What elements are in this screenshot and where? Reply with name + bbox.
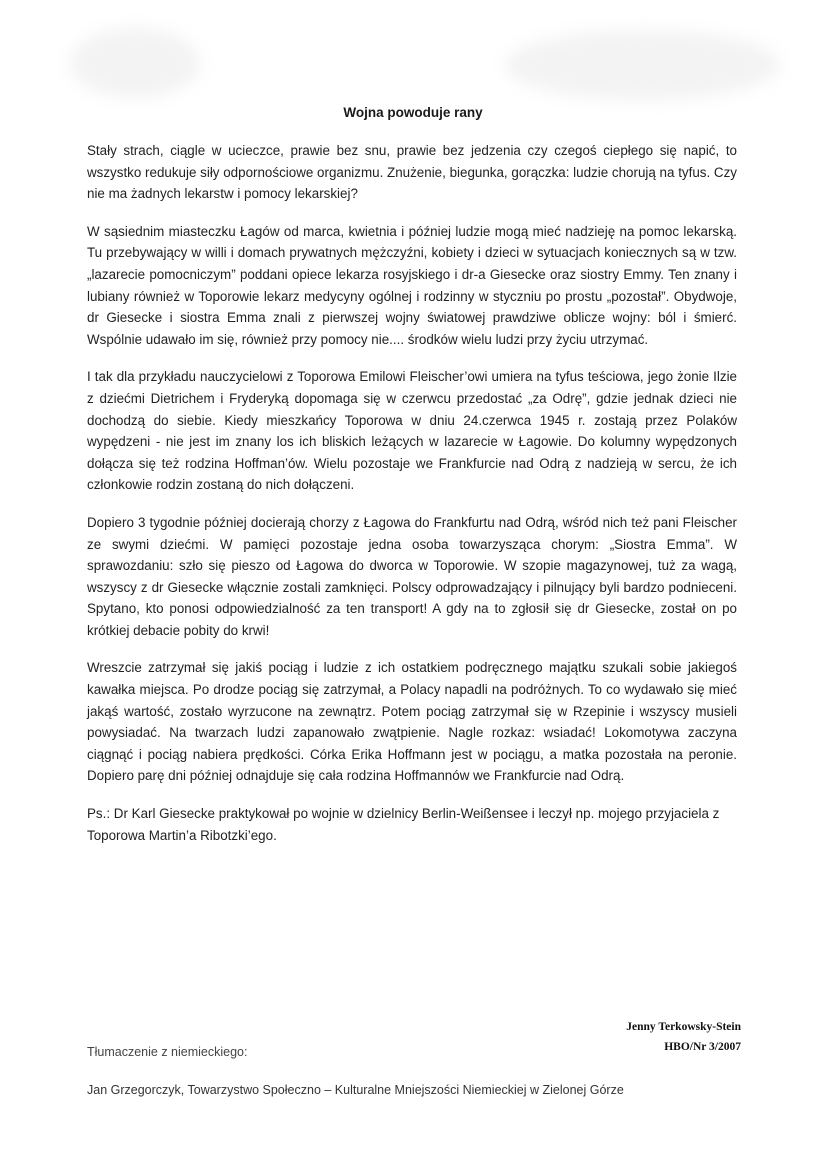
author-signature	[626, 1017, 741, 1057]
translation-label: Tłumaczenie z niemieckiego:	[87, 1045, 248, 1059]
paragraph-4: Dopiero 3 tygodnie później docierają chorzy z Łagowa do Frankfurtu nad Odrą, wśród nich też pani Fleischer ze swymi dziećmi. W pamięci pozostaje jedna osoba towarzysząca chorym: „Siostra Emma”. W sprawozdaniu: szło się pieszo od Łagowa do dworca w Toporowie. W szopie magazynowej, tuż za wagą, wszyscy z dr Giesecke włącznie zostali zamknięci. Polscy odprowadzający i pilnujący byli bardzo podnieceni. Spytano, kto ponosi odpowiedzialność za ten transport! A gdy na to zgłosił się dr Giesecke, został on po krótkiej debacie pobity do krwi!	[87, 514, 737, 638]
source-reference: HBO/Nr 3/2007	[664, 1041, 741, 1053]
paragraph-2: W sąsiednim miasteczku Łagów od marca, kwietnia i później ludzie mogą mieć nadzieję na pomoc lekarską. Tu przebywający w willi i domach prywatnych mężczyźni, kobiety i dzieci w sytuacjach koniecznych są w tzw. „lazarecie pomocniczym” poddani opiece lekarza rosyjskiego i dr-a Giesecke oraz siostry Emmy. Ten znany i lubiany również w Toporowie lekarz medycyny ogólnej i rodzinny w styczniu po prostu „pozostał”. Obydwoje, dr Giesecke i siostra Emma znali z pierwszej wojny światowej prawdziwe oblicze wojny: ból i śmierć. Wspólnie udawało im się, również przy pomocy nie.... środków wielu ludzi przy życiu utrzymać.	[87, 223, 737, 347]
postscript: Ps.: Dr Karl Giesecke praktykował po wojnie w dzielnicy Berlin-Weißensee i leczył np. mojego przyjaciela z Toporowa Martin’a Ribotzki’ego.	[87, 806, 720, 843]
scan-smudge	[505, 30, 780, 100]
paragraph-1: Stały strach, ciągle w ucieczce, prawie bez snu, prawie bez jedzenia czy czegoś ciepłego się napić, to wszystko redukuje siły odpornościowe organizmu. Znużenie, biegunka, gorączka: ludzie chorują na tyfus. Czy nie ma żadnych lekarstw i pomocy lekarskiej?	[87, 143, 737, 202]
scan-smudge	[70, 28, 200, 98]
article-body	[87, 140, 737, 856]
paragraph-3: I tak dla przykładu nauczycielowi z Toporowa Emilowi Fleischer’owi umiera na tyfus teściowa, jego żonie Ilzie z dziećmi Dietrichem i Fryderyką dopomaga się w czerwcu przedostać „za Odrę”, gdzie jednak dzieci nie dochodzą do siebie. Kiedy mieszkańcy Toporowa w dniu 24.czerwca 1945 r. zostają przez Polaków wypędzeni - nie jest im znany los ich bliskich leżących w lazarecie w Łagowie. Do kolumny wypędzonych dołącza się też rodzina Hoffman’ów. Wielu pozostaje we Frankfurcie nad Odrą z nadzieją w sercu, że ich członkowie rodzin zostaną do nich dołączeni.	[87, 369, 737, 493]
document-title: Wojna powoduje rany	[343, 105, 483, 120]
author-name: Jenny Terkowsky-Stein	[626, 1021, 741, 1033]
translator-credit: Jan Grzegorczyk, Towarzystwo Społeczno – Kulturalne Mniejszości Niemieckiej w Zielonej Górze	[87, 1083, 624, 1097]
paragraph-5: Wreszcie zatrzymał się jakiś pociąg i ludzie z ich ostatkiem podręcznego majątku szukali sobie jakiegoś kawałka miejsca. Po drodze pociąg się zatrzymał, a Polacy napadli na podróżnych. To co wydawało się mieć jakąś wartość, zostało wyrzucone na zewnątrz. Potem pociąg zatrzymał się w Rzepinie i wszyscy musieli powysiadać. Na twarzach ludzi zapanowało zwątpienie. Nagle rozkaz: wsiadać! Lokomotywa zaczyna ciągnąć i pociąg nabiera prędkości. Córka Erika Hoffmann jest w pociągu, a matka pozostała na peronie. Dopiero parę dni później odnajduje się cała rodzina Hoffmannów we Frankfurcie nad Odrą.	[87, 660, 737, 784]
